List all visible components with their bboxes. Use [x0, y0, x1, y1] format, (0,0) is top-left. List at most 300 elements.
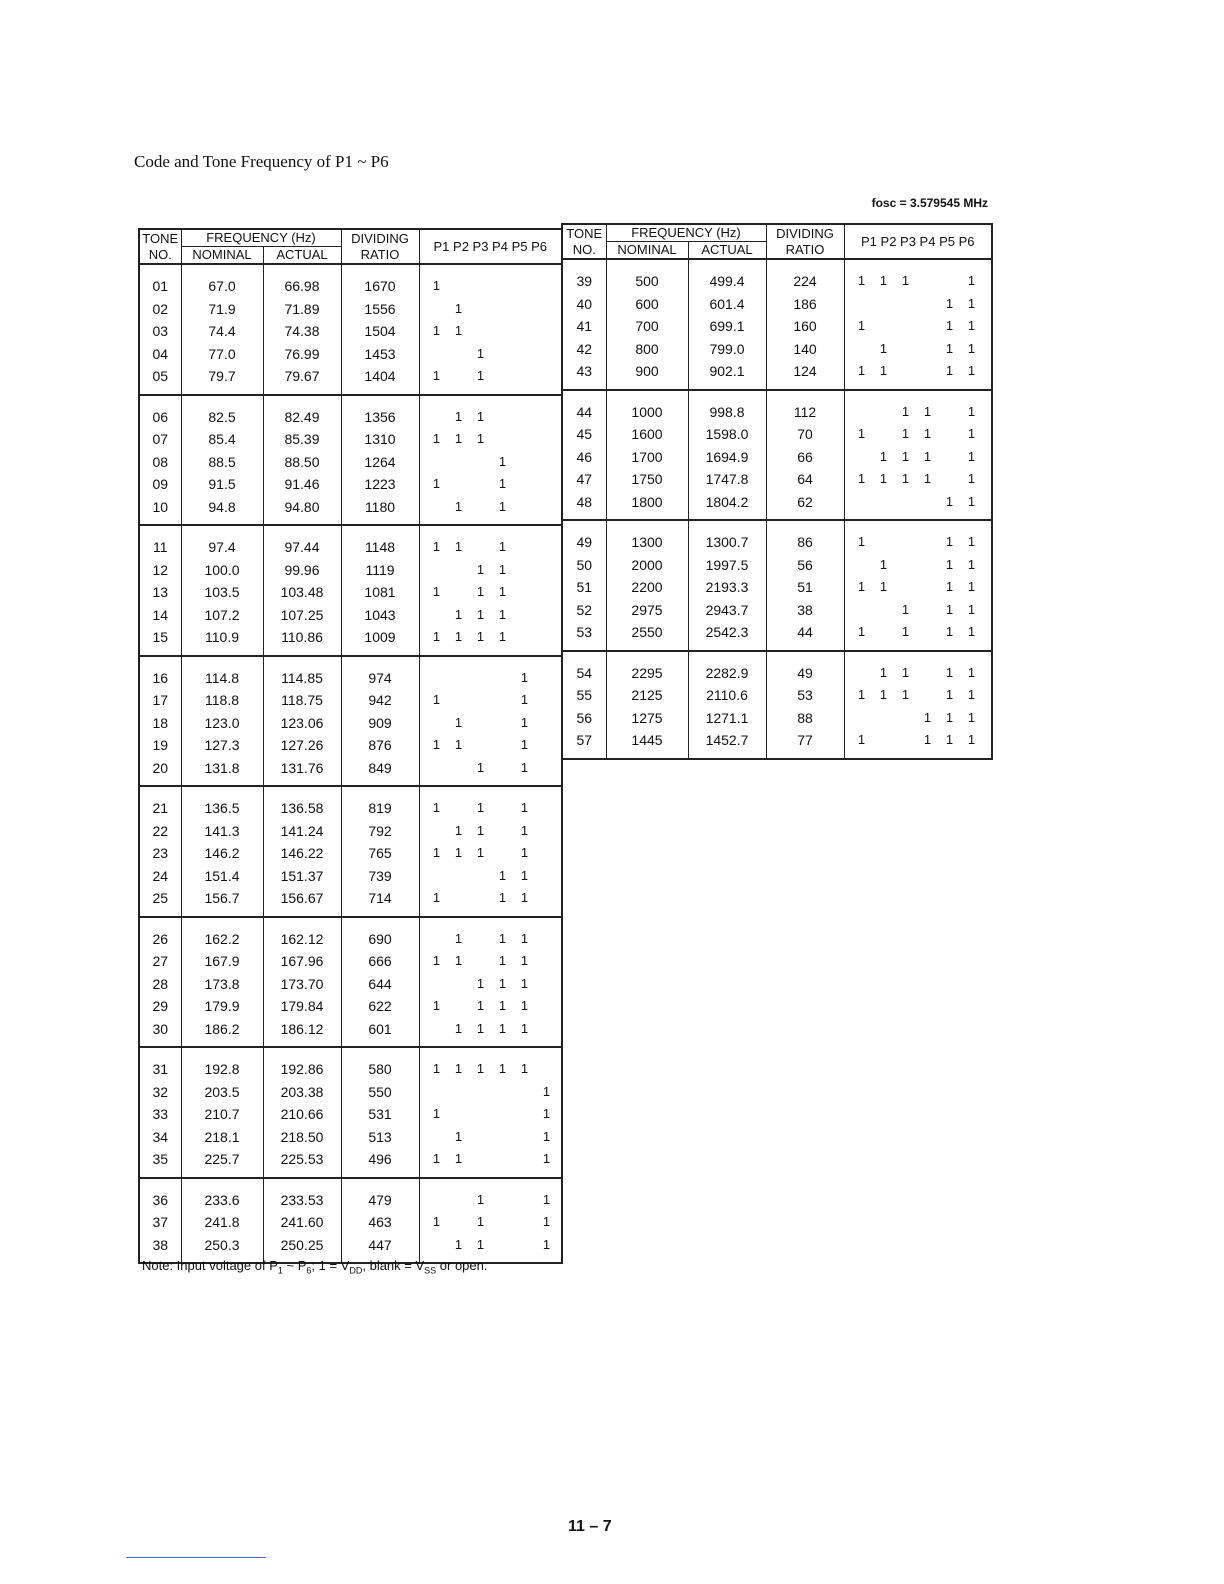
nominal-cell: 114.8 [181, 656, 263, 690]
table-row [139, 656, 562, 690]
p-bits-cell [419, 581, 562, 604]
p-bits-cell [419, 496, 562, 526]
tone-no-cell: 38 [139, 1234, 181, 1264]
p-bits-cell [419, 473, 562, 496]
p6-bit: 1 [542, 1236, 551, 1252]
p3-bit: 1 [476, 975, 485, 991]
p-bits-cell [419, 1018, 562, 1048]
p-bits-cell [419, 734, 562, 757]
nominal-cell: 900 [606, 360, 688, 390]
actual-cell: 97.44 [263, 525, 341, 559]
p2-bit: 1 [454, 714, 463, 730]
nominal-cell: 225.7 [181, 1148, 263, 1178]
nominal-cell: 74.4 [181, 320, 263, 343]
p-bits-cell [419, 1178, 562, 1212]
actual-cell: 2943.7 [688, 599, 766, 622]
nominal-cell: 210.7 [181, 1103, 263, 1126]
table-row [139, 395, 562, 429]
actual-cell: 123.06 [263, 712, 341, 735]
p-bits-cell [419, 973, 562, 996]
tone-no-cell: 15 [139, 626, 181, 656]
p6-bit: 1 [967, 318, 976, 334]
ratio-cell: 849 [341, 757, 419, 787]
actual-cell: 99.96 [263, 559, 341, 582]
actual-cell: 186.12 [263, 1018, 341, 1048]
p6-bit: 1 [967, 732, 976, 748]
table-row [139, 1211, 562, 1234]
tone-no-cell: 49 [562, 520, 606, 554]
p2-bit: 1 [454, 1061, 463, 1077]
table-row [139, 887, 562, 917]
tone-no-cell: 20 [139, 757, 181, 787]
tone-no-cell: 43 [562, 360, 606, 390]
ratio-cell: 739 [341, 865, 419, 888]
ratio-cell: 1670 [341, 264, 419, 298]
p1-bit: 1 [857, 273, 866, 289]
nominal-cell: 77.0 [181, 343, 263, 366]
nominal-cell: 2200 [606, 576, 688, 599]
nominal-cell: 127.3 [181, 734, 263, 757]
p2-bit: 1 [454, 1151, 463, 1167]
table-row [562, 729, 992, 759]
p1-bit: 1 [432, 278, 441, 294]
nominal-cell: 1275 [606, 707, 688, 730]
p-bits-cell [419, 1211, 562, 1234]
p-bits-cell [419, 264, 562, 298]
table-row [139, 734, 562, 757]
p5-bit: 1 [945, 295, 954, 311]
tone-no-cell: 32 [139, 1081, 181, 1104]
p6-bit: 1 [542, 1106, 551, 1122]
actual-cell: 74.38 [263, 320, 341, 343]
table-row [139, 1126, 562, 1149]
table-row [139, 525, 562, 559]
p6-bit: 1 [967, 295, 976, 311]
table-row [139, 343, 562, 366]
table-row [139, 428, 562, 451]
tone-no-cell: 57 [562, 729, 606, 759]
p3-bit: 1 [476, 1061, 485, 1077]
nominal-cell: 186.2 [181, 1018, 263, 1048]
actual-cell: 799.0 [688, 338, 766, 361]
p5-bit: 1 [945, 534, 954, 550]
p1-bit: 1 [432, 890, 441, 906]
p5-bit: 1 [945, 579, 954, 595]
actual-header: ACTUAL [263, 247, 341, 265]
tone-no-cell: 10 [139, 496, 181, 526]
ratio-cell: 1180 [341, 496, 419, 526]
ratio-cell: 86 [766, 520, 844, 554]
ratio-cell: 819 [341, 786, 419, 820]
tone-no-cell: 26 [139, 917, 181, 951]
tone-no-cell: 44 [562, 390, 606, 424]
dividing-ratio-header: DIVIDING RATIO [766, 224, 844, 259]
p6-bit: 1 [967, 556, 976, 572]
p-bits-cell [419, 395, 562, 429]
actual-cell: 88.50 [263, 451, 341, 474]
table-row [139, 1103, 562, 1126]
p5-bit: 1 [520, 669, 529, 685]
actual-cell: 91.46 [263, 473, 341, 496]
tone-no-cell: 54 [562, 651, 606, 685]
ratio-cell: 531 [341, 1103, 419, 1126]
table-row [139, 1047, 562, 1081]
p1-bit: 1 [857, 624, 866, 640]
table-row [562, 520, 992, 554]
p3-bit: 1 [476, 845, 485, 861]
p1-bit: 1 [432, 692, 441, 708]
p-bits-cell [419, 1148, 562, 1178]
p1-bit: 1 [432, 1061, 441, 1077]
oscillator-frequency: fosc = 3.579545 MHz [871, 196, 988, 210]
nominal-header: NOMINAL [181, 247, 263, 265]
nominal-cell: 94.8 [181, 496, 263, 526]
p1-bit: 1 [432, 431, 441, 447]
table-row [562, 338, 992, 361]
actual-cell: 162.12 [263, 917, 341, 951]
ratio-cell: 580 [341, 1047, 419, 1081]
p-bits-header: P1 P2 P3 P4 P5 P6 [419, 229, 562, 264]
table-row [562, 554, 992, 577]
ratio-cell: 1556 [341, 298, 419, 321]
ratio-cell: 38 [766, 599, 844, 622]
p4-bit: 1 [923, 426, 932, 442]
p5-bit: 1 [945, 624, 954, 640]
p4-bit: 1 [498, 561, 507, 577]
p-bits-cell [419, 365, 562, 395]
p5-bit: 1 [945, 664, 954, 680]
ratio-cell: 690 [341, 917, 419, 951]
ratio-cell: 88 [766, 707, 844, 730]
p1-bit: 1 [432, 800, 441, 816]
nominal-cell: 250.3 [181, 1234, 263, 1264]
p2-bit: 1 [879, 687, 888, 703]
actual-cell: 71.89 [263, 298, 341, 321]
nominal-cell: 1700 [606, 446, 688, 469]
p6-bit: 1 [967, 579, 976, 595]
p4-bit: 1 [498, 867, 507, 883]
tone-no-cell: 40 [562, 293, 606, 316]
p1-bit: 1 [432, 1106, 441, 1122]
tone-no-cell: 06 [139, 395, 181, 429]
p5-bit: 1 [945, 318, 954, 334]
ratio-cell: 51 [766, 576, 844, 599]
p4-bit: 1 [498, 476, 507, 492]
p1-bit: 1 [432, 476, 441, 492]
p1-bit: 1 [857, 471, 866, 487]
actual-cell: 66.98 [263, 264, 341, 298]
p-bits-cell [419, 842, 562, 865]
p2-bit: 1 [454, 1236, 463, 1252]
nominal-header: NOMINAL [606, 242, 688, 260]
p2-bit: 1 [454, 431, 463, 447]
actual-cell: 85.39 [263, 428, 341, 451]
p1-bit: 1 [857, 534, 866, 550]
tone-no-cell: 50 [562, 554, 606, 577]
table-row [139, 865, 562, 888]
p3-bit: 1 [476, 345, 485, 361]
nominal-cell: 82.5 [181, 395, 263, 429]
nominal-cell: 110.9 [181, 626, 263, 656]
p6-bit: 1 [967, 493, 976, 509]
p-bits-cell [419, 320, 562, 343]
p4-bit: 1 [498, 975, 507, 991]
table-row [139, 917, 562, 951]
p-bits-cell [419, 451, 562, 474]
p3-bit: 1 [901, 403, 910, 419]
p5-bit: 1 [945, 493, 954, 509]
actual-cell: 156.67 [263, 887, 341, 917]
p5-bit: 1 [520, 930, 529, 946]
nominal-cell: 192.8 [181, 1047, 263, 1081]
p4-bit: 1 [498, 606, 507, 622]
nominal-cell: 141.3 [181, 820, 263, 843]
nominal-cell: 1600 [606, 423, 688, 446]
footnote: Note: Input voltage of $P_1$ ~ $P_6$; $1 = V_{DD}$, blank = $V_{SS}$ or open. [142, 1258, 488, 1276]
ratio-cell: 463 [341, 1211, 419, 1234]
ratio-cell: 513 [341, 1126, 419, 1149]
tone-no-cell: 35 [139, 1148, 181, 1178]
table-row [562, 599, 992, 622]
ratio-cell: 876 [341, 734, 419, 757]
tone-no-cell: 33 [139, 1103, 181, 1126]
p1-bit: 1 [432, 629, 441, 645]
nominal-cell: 218.1 [181, 1126, 263, 1149]
tone-no-cell: 21 [139, 786, 181, 820]
ratio-cell: 942 [341, 689, 419, 712]
p-bits-cell [844, 293, 992, 316]
p3-bit: 1 [901, 426, 910, 442]
p6-bit: 1 [967, 664, 976, 680]
p4-bit: 1 [498, 1020, 507, 1036]
p6-bit: 1 [542, 1151, 551, 1167]
ratio-cell: 909 [341, 712, 419, 735]
p6-bit: 1 [967, 273, 976, 289]
ratio-cell: 1081 [341, 581, 419, 604]
p3-bit: 1 [901, 687, 910, 703]
table-row [139, 626, 562, 656]
ratio-cell: 62 [766, 491, 844, 521]
ratio-cell: 1310 [341, 428, 419, 451]
p-bits-cell [419, 950, 562, 973]
p1-bit: 1 [857, 579, 866, 595]
p2-bit: 1 [454, 930, 463, 946]
p2-bit: 1 [454, 737, 463, 753]
nominal-cell: 2295 [606, 651, 688, 685]
p-bits-cell [844, 259, 992, 293]
ratio-cell: 160 [766, 315, 844, 338]
p3-bit: 1 [901, 471, 910, 487]
table-row [139, 757, 562, 787]
nominal-cell: 233.6 [181, 1178, 263, 1212]
p4-bit: 1 [498, 998, 507, 1014]
tone-no-cell: 04 [139, 343, 181, 366]
p4-bit: 1 [923, 471, 932, 487]
p2-bit: 1 [879, 340, 888, 356]
page-title: Code and Tone Frequency of P1 ~ P6 [134, 152, 389, 171]
nominal-cell: 136.5 [181, 786, 263, 820]
p3-bit: 1 [476, 408, 485, 424]
nominal-cell: 85.4 [181, 428, 263, 451]
table-row [562, 576, 992, 599]
actual-cell: 173.70 [263, 973, 341, 996]
p3-bit: 1 [476, 800, 485, 816]
p6-bit: 1 [967, 448, 976, 464]
tone-no-cell: 31 [139, 1047, 181, 1081]
actual-cell: 146.22 [263, 842, 341, 865]
p5-bit: 1 [945, 601, 954, 617]
actual-cell: 225.53 [263, 1148, 341, 1178]
p-bits-cell [419, 1103, 562, 1126]
ratio-cell: 1264 [341, 451, 419, 474]
p3-bit: 1 [476, 822, 485, 838]
p-bits-cell [844, 576, 992, 599]
p2-bit: 1 [879, 664, 888, 680]
tone-no-header: TONE NO. [562, 224, 606, 259]
p5-bit: 1 [520, 759, 529, 775]
p2-bit: 1 [454, 606, 463, 622]
p-bits-cell [844, 554, 992, 577]
tone-no-cell: 29 [139, 995, 181, 1018]
tone-no-cell: 48 [562, 491, 606, 521]
nominal-cell: 71.9 [181, 298, 263, 321]
p6-bit: 1 [967, 403, 976, 419]
p3-bit: 1 [901, 624, 910, 640]
tone-no-cell: 55 [562, 684, 606, 707]
nominal-cell: 1300 [606, 520, 688, 554]
p2-bit: 1 [454, 323, 463, 339]
p6-bit: 1 [967, 471, 976, 487]
table-row [139, 496, 562, 526]
p2-bit: 1 [454, 539, 463, 555]
actual-cell: 2282.9 [688, 651, 766, 685]
nominal-cell: 118.8 [181, 689, 263, 712]
p6-bit: 1 [542, 1083, 551, 1099]
nominal-cell: 500 [606, 259, 688, 293]
nominal-cell: 79.7 [181, 365, 263, 395]
p-bits-cell [419, 995, 562, 1018]
ratio-cell: 644 [341, 973, 419, 996]
tone-no-cell: 46 [562, 446, 606, 469]
nominal-cell: 91.5 [181, 473, 263, 496]
ratio-cell: 1223 [341, 473, 419, 496]
ratio-cell: 124 [766, 360, 844, 390]
p1-bit: 1 [432, 1151, 441, 1167]
p-bits-cell [844, 423, 992, 446]
actual-cell: 179.84 [263, 995, 341, 1018]
ratio-cell: 1009 [341, 626, 419, 656]
p1-bit: 1 [432, 368, 441, 384]
p5-bit: 1 [945, 709, 954, 725]
tone-no-cell: 22 [139, 820, 181, 843]
nominal-cell: 203.5 [181, 1081, 263, 1104]
actual-cell: 241.60 [263, 1211, 341, 1234]
ratio-cell: 112 [766, 390, 844, 424]
tone-no-cell: 47 [562, 468, 606, 491]
p3-bit: 1 [476, 629, 485, 645]
p-bits-cell [419, 626, 562, 656]
nominal-cell: 241.8 [181, 1211, 263, 1234]
p3-bit: 1 [476, 759, 485, 775]
table-row [562, 293, 992, 316]
table-row [562, 707, 992, 730]
actual-cell: 167.96 [263, 950, 341, 973]
actual-cell: 1997.5 [688, 554, 766, 577]
table-row [562, 360, 992, 390]
p-bits-cell [844, 390, 992, 424]
ratio-cell: 1356 [341, 395, 419, 429]
table-row [139, 712, 562, 735]
actual-cell: 1452.7 [688, 729, 766, 759]
p-bits-cell [844, 315, 992, 338]
actual-cell: 233.53 [263, 1178, 341, 1212]
actual-cell: 76.99 [263, 343, 341, 366]
ratio-cell: 550 [341, 1081, 419, 1104]
actual-header: ACTUAL [688, 242, 766, 260]
actual-cell: 110.86 [263, 626, 341, 656]
p1-bit: 1 [432, 539, 441, 555]
tone-no-cell: 11 [139, 525, 181, 559]
p6-bit: 1 [967, 624, 976, 640]
p1-bit: 1 [857, 426, 866, 442]
p-bits-cell [844, 599, 992, 622]
actual-cell: 699.1 [688, 315, 766, 338]
p1-bit: 1 [432, 953, 441, 969]
table-row [562, 259, 992, 293]
ratio-cell: 622 [341, 995, 419, 1018]
tone-no-header: TONE NO. [139, 229, 181, 264]
tone-table-left [138, 228, 563, 1264]
p-bits-cell [419, 1081, 562, 1104]
ratio-cell: 49 [766, 651, 844, 685]
nominal-cell: 600 [606, 293, 688, 316]
p-bits-cell [844, 338, 992, 361]
table-row [139, 786, 562, 820]
ratio-cell: 479 [341, 1178, 419, 1212]
ratio-cell: 1043 [341, 604, 419, 627]
nominal-cell: 107.2 [181, 604, 263, 627]
actual-cell: 107.25 [263, 604, 341, 627]
p-bits-cell [419, 343, 562, 366]
nominal-cell: 131.8 [181, 757, 263, 787]
p-bits-cell [844, 621, 992, 651]
actual-cell: 94.80 [263, 496, 341, 526]
p4-bit: 1 [498, 539, 507, 555]
nominal-cell: 151.4 [181, 865, 263, 888]
p3-bit: 1 [476, 368, 485, 384]
table-row [562, 315, 992, 338]
p2-bit: 1 [454, 408, 463, 424]
table-row [139, 1148, 562, 1178]
tone-no-cell: 41 [562, 315, 606, 338]
p3-bit: 1 [476, 1214, 485, 1230]
tone-no-cell: 34 [139, 1126, 181, 1149]
nominal-cell: 97.4 [181, 525, 263, 559]
actual-cell: 118.75 [263, 689, 341, 712]
dividing-ratio-header: DIVIDING RATIO [341, 229, 419, 264]
p-bits-cell [844, 651, 992, 685]
p2-bit: 1 [879, 363, 888, 379]
p-bits-cell [419, 559, 562, 582]
p3-bit: 1 [901, 448, 910, 464]
nominal-cell: 2000 [606, 554, 688, 577]
actual-cell: 1747.8 [688, 468, 766, 491]
ratio-cell: 714 [341, 887, 419, 917]
p-bits-cell [419, 820, 562, 843]
p3-bit: 1 [476, 1020, 485, 1036]
table-row [139, 451, 562, 474]
p-bits-cell [419, 689, 562, 712]
